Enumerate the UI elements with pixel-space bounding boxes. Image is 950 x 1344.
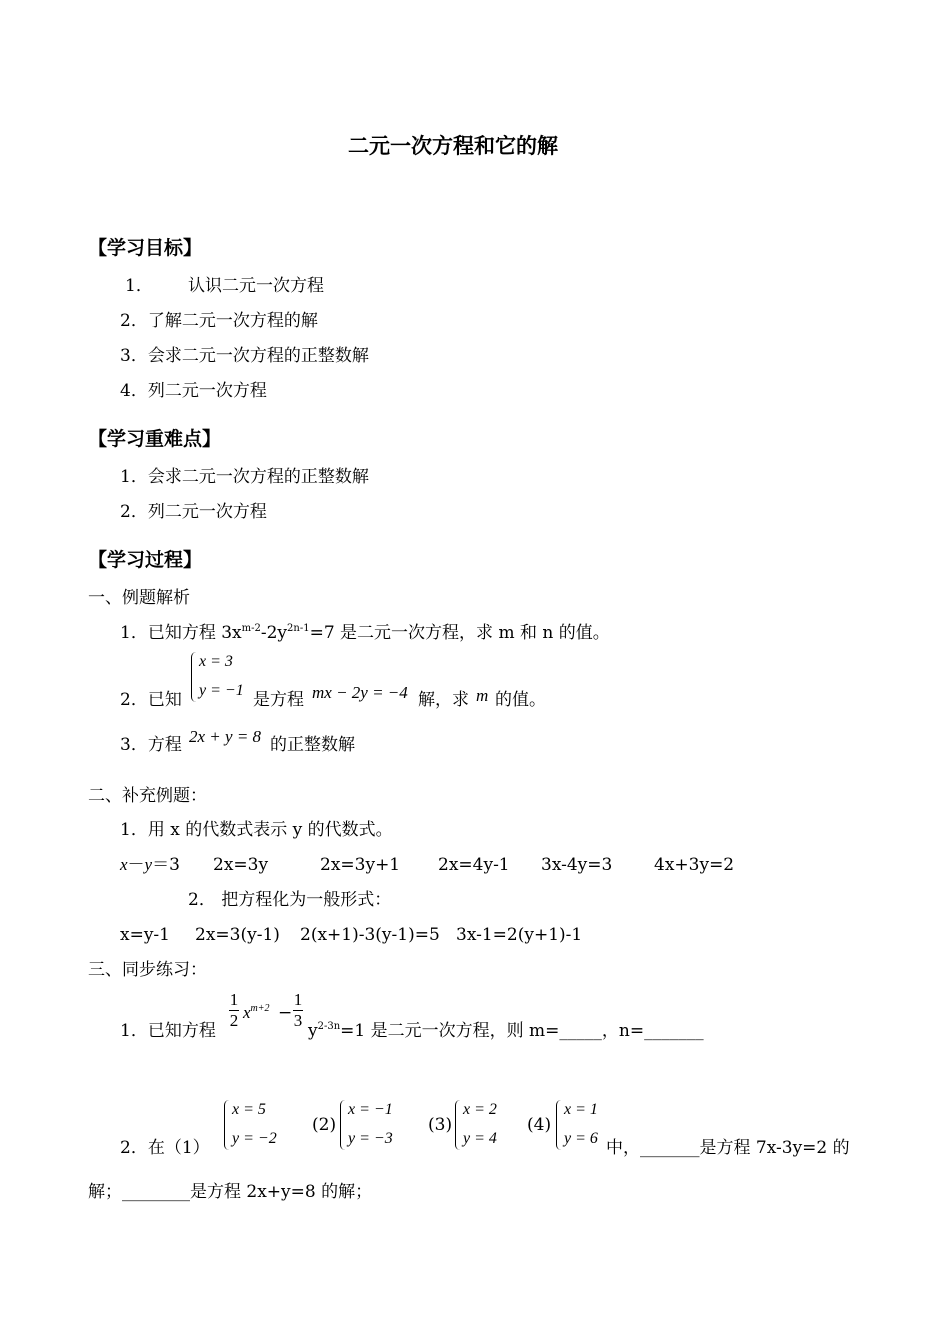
label-3: (3) (428, 1115, 453, 1135)
part3-q2-post: 中，_______是方程 7x-3y=2 的 (606, 1138, 850, 1158)
goal-item-3: 3．会求二元一次方程的正整数解 (120, 346, 369, 366)
system-eq-y: y = −1 (199, 682, 244, 699)
eq4-item: 2x=4y-1 (438, 855, 510, 875)
eq7-item: x=y-1 (120, 925, 170, 945)
key-heading: 【学习重难点】 (88, 428, 222, 450)
part1-q2-post2: 的值。 (495, 690, 546, 710)
label-2: (2) (312, 1115, 337, 1135)
eq9-item: 2(x+1)-3(y-1)=5 (300, 925, 440, 945)
goals-heading: 【学习目标】 (88, 237, 203, 259)
part3-q2-pre: 2．在（1） (120, 1138, 210, 1158)
eq1-item: x－y＝3 (120, 855, 180, 875)
system1-y: y = −2 (232, 1130, 277, 1147)
page-title: 二元一次方程和它的解 (348, 133, 558, 158)
goal-item-4: 4．列二元一次方程 (120, 381, 267, 401)
system4-y: y = 6 (564, 1130, 598, 1147)
goal-item-1-num: 1． (125, 276, 153, 296)
part3-heading: 三、同步练习： (88, 960, 207, 980)
system3-y: y = 4 (463, 1130, 497, 1147)
fraction-half: 1 2 (229, 990, 239, 1030)
system2-brace (340, 1100, 345, 1150)
eq2-item: 2x=3y (213, 855, 269, 875)
eq6-item: 4x+3y=2 (654, 855, 735, 875)
part3-q1-rest: $y^{2-3n}=1$ 是二元一次方程，则 m=_____，n=_______ (308, 1021, 704, 1041)
part2-q2: 2． 把方程化为一般形式： (188, 890, 392, 910)
part3-q2-line2: 解；________是方程 2x+y=8 的解； (88, 1182, 373, 1202)
part1-q1: 1．已知方程 $3x^{m-2}-2y^{2n-1}=7$ 是二元一次方程，求 m 和 n 的值。 (120, 623, 610, 643)
system-brace (191, 652, 196, 702)
system2-y: y = −3 (348, 1130, 393, 1147)
part1-heading: 一、例题解析 (88, 588, 190, 608)
system1-brace (224, 1100, 229, 1150)
var-m: m (476, 686, 489, 705)
part1-q2-mid: 是方程 (253, 690, 304, 710)
part1-q3-post: 的正整数解 (270, 735, 355, 755)
equation-2x-y: 2x + y = 8 (189, 727, 262, 746)
eq10-item: 3x-1=2(y+1)-1 (456, 925, 583, 945)
goal-item-2: 2．了解二元一次方程的解 (120, 311, 318, 331)
system4-x: x = 1 (564, 1101, 598, 1118)
goal-item-1: 认识二元一次方程 (188, 276, 324, 296)
equation-mx: mx − 2y = −4 (312, 683, 408, 702)
part2-q1: 1．用 x 的代数式表示 y 的代数式。 (120, 820, 393, 840)
minus-sign: − (278, 1003, 293, 1023)
eq8-item: 2x=3(y-1) (195, 925, 280, 945)
system3-x: x = 2 (463, 1101, 497, 1118)
fraction-third: 1 3 (293, 990, 303, 1030)
system3-brace (455, 1100, 460, 1150)
part2-heading: 二、补充例题： (88, 786, 207, 806)
part1-q3-pre: 3．方程 (120, 735, 182, 755)
system2-x: x = −1 (348, 1101, 393, 1118)
system4-brace (556, 1100, 561, 1150)
eq5-item: 3x-4y=3 (541, 855, 613, 875)
key-item-2: 2．列二元一次方程 (120, 502, 267, 522)
system-eq-x: x = 3 (199, 653, 233, 670)
label-4: (4) (527, 1115, 552, 1135)
part3-q1-pre: 1．已知方程 (120, 1021, 216, 1041)
system1-x: x = 5 (232, 1101, 266, 1118)
part1-q2-post1: 解，求 (418, 690, 469, 710)
x-power: $x^{m+2}$ (243, 1003, 270, 1022)
part1-q2-pre: 2．已知 (120, 690, 182, 710)
eq3-item: 2x=3y+1 (320, 855, 401, 875)
process-heading: 【学习过程】 (88, 549, 203, 571)
key-item-1: 1．会求二元一次方程的正整数解 (120, 467, 369, 487)
